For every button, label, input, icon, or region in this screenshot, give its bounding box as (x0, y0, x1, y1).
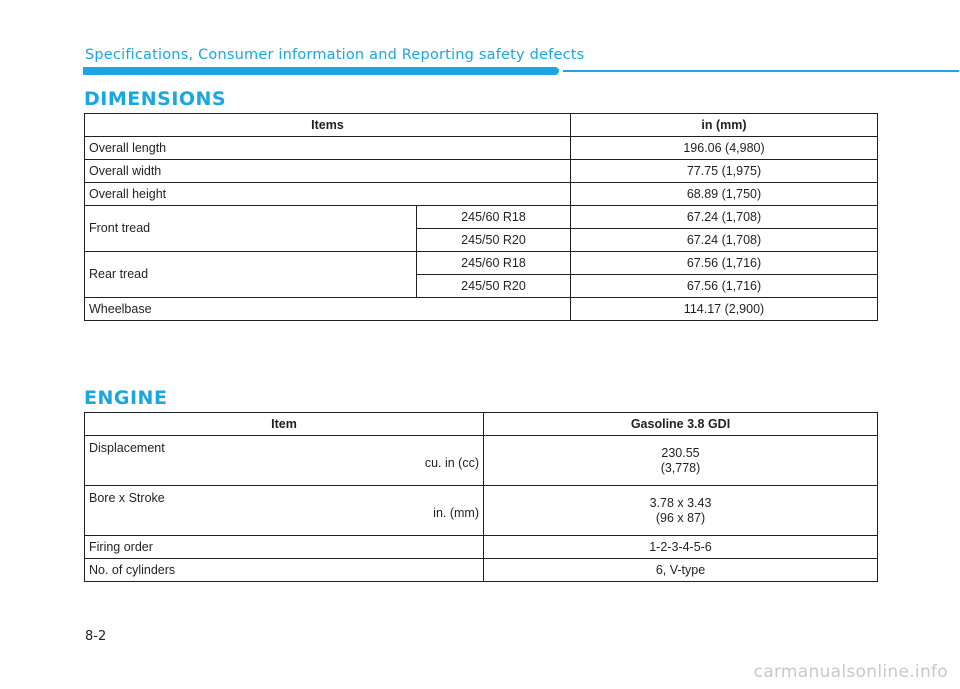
table-row (85, 298, 878, 321)
row-value-cell (484, 436, 878, 486)
row-label: Front tread (85, 206, 417, 252)
row-value: 230.55 (661, 445, 700, 460)
engine-title: ENGINE (84, 387, 168, 409)
row-value-cell (484, 486, 878, 536)
row-value: 77.75 (1,975) (571, 160, 878, 183)
row-label: Firing order (85, 536, 484, 559)
column-header-engine: Gasoline 3.8 GDI (484, 413, 878, 436)
tire-size: 245/50 R20 (417, 275, 571, 298)
row-value: 196.06 (4,980) (571, 137, 878, 160)
table-row (85, 559, 878, 582)
row-value: 67.24 (1,708) (571, 229, 878, 252)
row-label-cell (85, 436, 484, 486)
column-header-unit: in (mm) (571, 114, 878, 137)
column-header-items: Items (85, 114, 571, 137)
row-value: 6, V-type (484, 559, 878, 582)
header-bar (83, 67, 559, 75)
header-rule (563, 70, 959, 72)
table-row (85, 206, 878, 229)
row-label: Wheelbase (85, 298, 571, 321)
table-header-row (85, 114, 878, 137)
row-label: Overall height (85, 183, 571, 206)
table-row (85, 137, 878, 160)
row-value-metric: (3,778) (660, 460, 701, 475)
row-label: Overall width (85, 160, 571, 183)
row-value: 3.78 x 3.43 (649, 495, 712, 510)
row-value-metric: (96 x 87) (655, 510, 706, 525)
dimensions-title: DIMENSIONS (84, 88, 227, 110)
table-row (85, 436, 878, 486)
row-label: No. of cylinders (85, 559, 484, 582)
engine-table (84, 412, 878, 582)
row-value: 67.24 (1,708) (571, 206, 878, 229)
row-value: 68.89 (1,750) (571, 183, 878, 206)
row-unit: in. (mm) (433, 506, 479, 520)
tire-size: 245/60 R18 (417, 252, 571, 275)
tire-size: 245/50 R20 (417, 229, 571, 252)
page-number: 8-2 (85, 629, 107, 644)
tire-size: 245/60 R18 (417, 206, 571, 229)
row-value: 67.56 (1,716) (571, 275, 878, 298)
table-row (85, 536, 878, 559)
row-unit: cu. in (cc) (424, 456, 479, 470)
column-header-item: Item (85, 413, 484, 436)
table-row (85, 486, 878, 536)
table-row (85, 183, 878, 206)
table-header-row (85, 413, 878, 436)
row-value: 114.17 (2,900) (571, 298, 878, 321)
row-label-cell (85, 486, 484, 536)
row-label: Bore x Stroke (89, 491, 165, 505)
table-row (85, 252, 878, 275)
watermark: carmanualsonline.info (753, 662, 948, 682)
row-value: 1-2-3-4-5-6 (484, 536, 878, 559)
dimensions-table (84, 113, 878, 321)
section-header: Specifications, Consumer information and Reporting safety defects (85, 47, 585, 63)
row-label: Displacement (89, 441, 165, 455)
row-label: Overall length (85, 137, 571, 160)
table-row (85, 160, 878, 183)
row-value: 67.56 (1,716) (571, 252, 878, 275)
row-label: Rear tread (85, 252, 417, 298)
